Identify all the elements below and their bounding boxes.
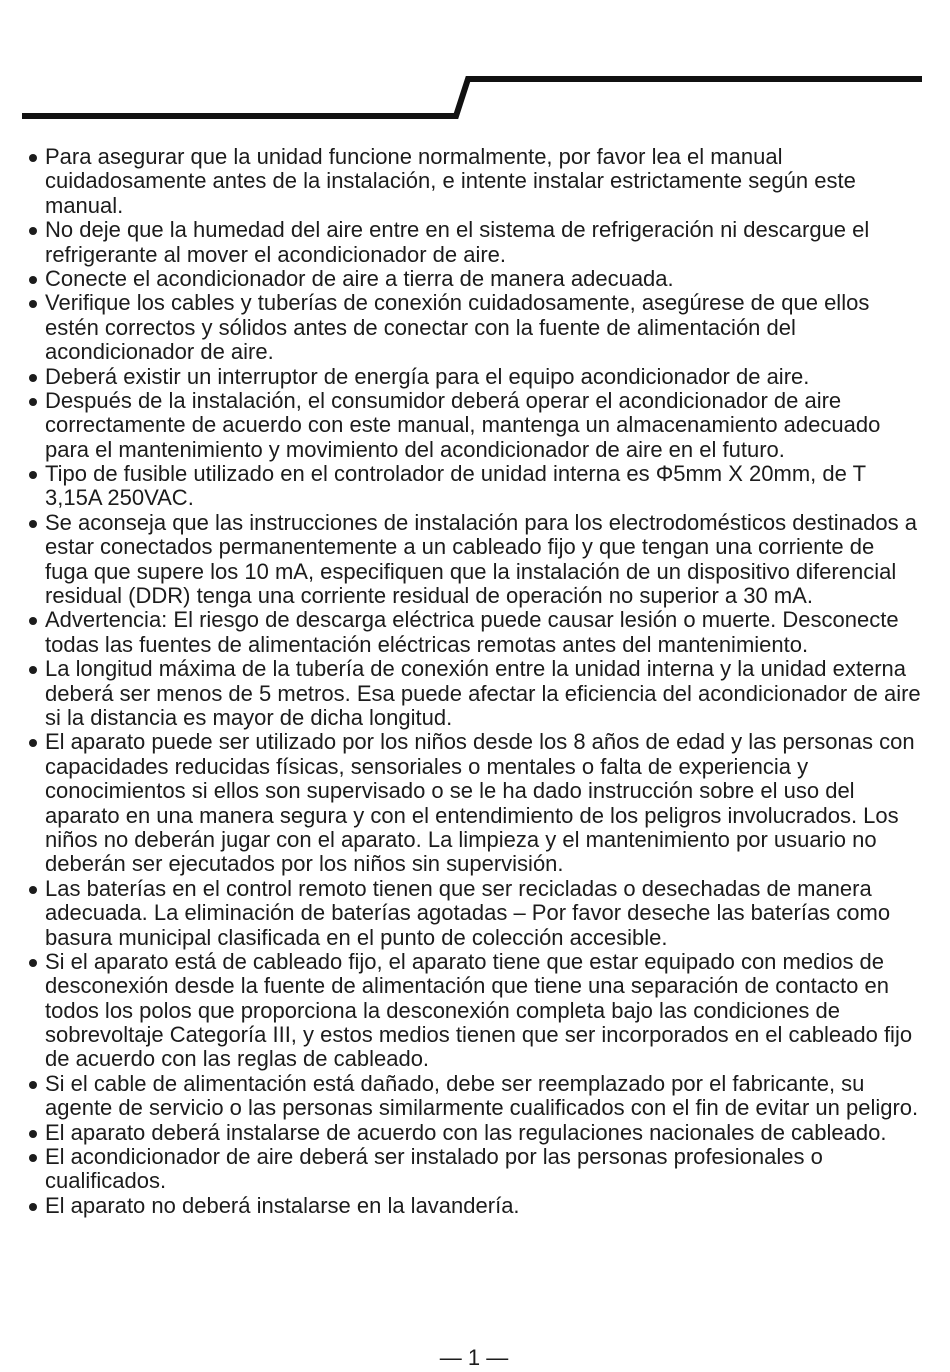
bullet-icon [29, 617, 37, 625]
list-item [0, 950, 950, 1072]
list-item-text-line: Para asegurar que la unidad funcione normalmente, por favor lea el manual [45, 144, 783, 169]
list-item [0, 1145, 950, 1194]
list-item [0, 291, 950, 364]
list-item [0, 877, 950, 950]
bullet-icon [29, 1081, 37, 1089]
list-item [0, 218, 950, 267]
list-item-text-line: Advertencia: El riesgo de descarga eléctrica puede causar lesión o muerte. Desconecte [45, 607, 899, 633]
list-item [0, 1121, 950, 1145]
list-item-text-line: manual. [45, 192, 124, 218]
list-item-text-line: fuga que supere los 10 mA, especifiquen que la instalación de un dispositivo diferencial [45, 558, 897, 584]
list-item-text-line: cuidadosamente antes de la instalación, e intente instalar estrictamente según este [45, 168, 856, 194]
list-item-text-line: todos los polos que proporciona la desconexión completa bajo las condiciones de [45, 997, 840, 1023]
bullet-icon [29, 739, 37, 747]
list-item [0, 511, 950, 609]
list-item-text-line: aparato en una manera segura y con el entendimiento de los peligros involucrados. Los [45, 802, 899, 828]
list-item [0, 389, 950, 462]
list-item-text-line: capacidades reducidas físicas, sensoriales o mentales o falta de experiencia y [45, 753, 809, 779]
bullet-icon [29, 1130, 37, 1138]
list-item-text-line: El acondicionador de aire deberá ser instalado por las personas profesionales o [45, 1144, 823, 1170]
list-item-text-line: El aparato deberá instalarse de acuerdo con las regulaciones nacionales de cableado. [45, 1119, 887, 1145]
bullet-icon [29, 300, 37, 308]
bullet-icon [29, 276, 37, 284]
list-item-text-line: estar conectados permanentemente a un cableado fijo y que tengan una corriente de [45, 534, 875, 560]
list-item-text-line: Verifique los cables y tuberías de conexión cuidadosamente, asegúrese de que ellos [45, 290, 870, 316]
header-rule [0, 0, 950, 130]
list-item-text-line: basura municipal clasificada en el punto de colección accesible. [45, 924, 668, 950]
list-item-text-line: Después de la instalación, el consumidor deberá operar el acondicionador de aire [45, 387, 842, 413]
list-item-text-line: Tipo de fusible utilizado en el controlador de unidad interna es Φ5mm X 20mm, de T [45, 461, 867, 487]
bullet-icon [29, 227, 37, 235]
list-item-text-line: Deberá existir un interruptor de energía para el equipo acondicionador de aire. [45, 363, 810, 389]
bullet-icon [29, 886, 37, 894]
list-item-text-line: cualificados. [45, 1168, 167, 1194]
list-item [0, 267, 950, 291]
bullet-icon [29, 471, 37, 479]
list-item-text-line: deberá ser menos de 5 metros. Esa puede afectar la eficiencia del acondicionador de aire [45, 680, 921, 706]
list-item-text-line: si la distancia es mayor de dicha longitud. [45, 704, 453, 730]
bullet-icon [29, 1154, 37, 1162]
page-number: — 1 — [439, 1345, 509, 1370]
list-item-text-line: Las baterías en el control remoto tienen que ser recicladas o desechadas de manera [45, 875, 872, 901]
list-item-text-line: Si el cable de alimentación está dañado, debe ser reemplazado por el fabricante, su [45, 1070, 865, 1096]
bullet-icon [29, 1203, 37, 1211]
bullet-icon [29, 398, 37, 406]
list-item [0, 365, 950, 389]
list-item [0, 1072, 950, 1121]
bullet-icon [29, 959, 37, 967]
list-item-text-line: refrigerante al mover el acondicionador de aire. [45, 241, 507, 267]
list-item-text-line: conocimientos si ellos son supervisado o se le ha dado instrucción sobre el uso del [45, 778, 855, 804]
list-item-text-line: para el mantenimiento y movimiento del acondicionador de aire en el futuro. [45, 436, 785, 462]
list-item-text-line: deberán ser ejecutados por los niños sin supervisión. [45, 851, 564, 877]
bullet-icon [29, 374, 37, 382]
list-item-text-line: agente de servicio o las personas similarmente cualificados con el fin de evitar un peligro. [45, 1095, 919, 1121]
list-item-text-line: desconexión desde la fuente de alimentación que tiene una separación de contacto en [45, 973, 889, 999]
list-item-text-line: sobrevoltaje Categoría III, y estos medios tienen que ser incorporados en el cableado fijo [45, 1022, 913, 1048]
list-item-text-line: El aparato puede ser utilizado por los niños desde los 8 años de edad y las personas con [45, 729, 915, 755]
precautions-list [0, 145, 950, 1218]
list-item [0, 462, 950, 511]
list-item-text-line: de acuerdo con las reglas de cableado. [45, 1046, 430, 1072]
list-item-text-line: adecuada. La eliminación de baterías agotadas – Por favor deseche las baterías como [45, 900, 891, 926]
bullet-icon [29, 520, 37, 528]
list-item [0, 1194, 950, 1218]
list-item-text-line: Se aconseja que las instrucciones de instalación para los electrodomésticos destinados a [45, 509, 917, 535]
header-rule-line [22, 79, 922, 116]
list-item-text-line: Si el aparato está de cableado fijo, el aparato tiene que estar equipado con medios de [45, 948, 885, 974]
list-item-text-line: No deje que la humedad del aire entre en el sistema de refrigeración ni descargue el [45, 217, 870, 243]
list-item-text-line: La longitud máxima de la tubería de conexión entre la unidad interna y la unidad externa [45, 656, 907, 682]
list-item [0, 657, 950, 730]
list-item-text-line: 3,15A 250VAC. [45, 485, 194, 511]
bullet-icon [29, 666, 37, 674]
list-item [0, 145, 950, 218]
list-item-text-line: El aparato no deberá instalarse en la lavandería. [45, 1192, 520, 1218]
list-item-text-line: acondicionador de aire. [45, 339, 274, 365]
list-item-text-line: residual (DDR) tenga una corriente residual de operación no superior a 30 mA. [45, 583, 813, 609]
list-item-text-line: niños no deberán jugar con el aparato. La limpieza y el mantenimiento por usuario no [45, 826, 877, 852]
bullet-icon [29, 154, 37, 162]
list-item-text-line: Conecte el acondicionador de aire a tierra de manera adecuada. [45, 265, 674, 291]
list-item [0, 608, 950, 657]
list-item [0, 730, 950, 876]
list-item-text-line: todas las fuentes de alimentación eléctricas remotas antes del mantenimiento. [45, 631, 809, 657]
list-item-text-line: estén correctos y sólidos antes de conectar con la fuente de alimentación del [45, 314, 796, 340]
list-item-text-line: correctamente de acuerdo con este manual, mantenga un almacenamiento adecuado [45, 412, 881, 438]
